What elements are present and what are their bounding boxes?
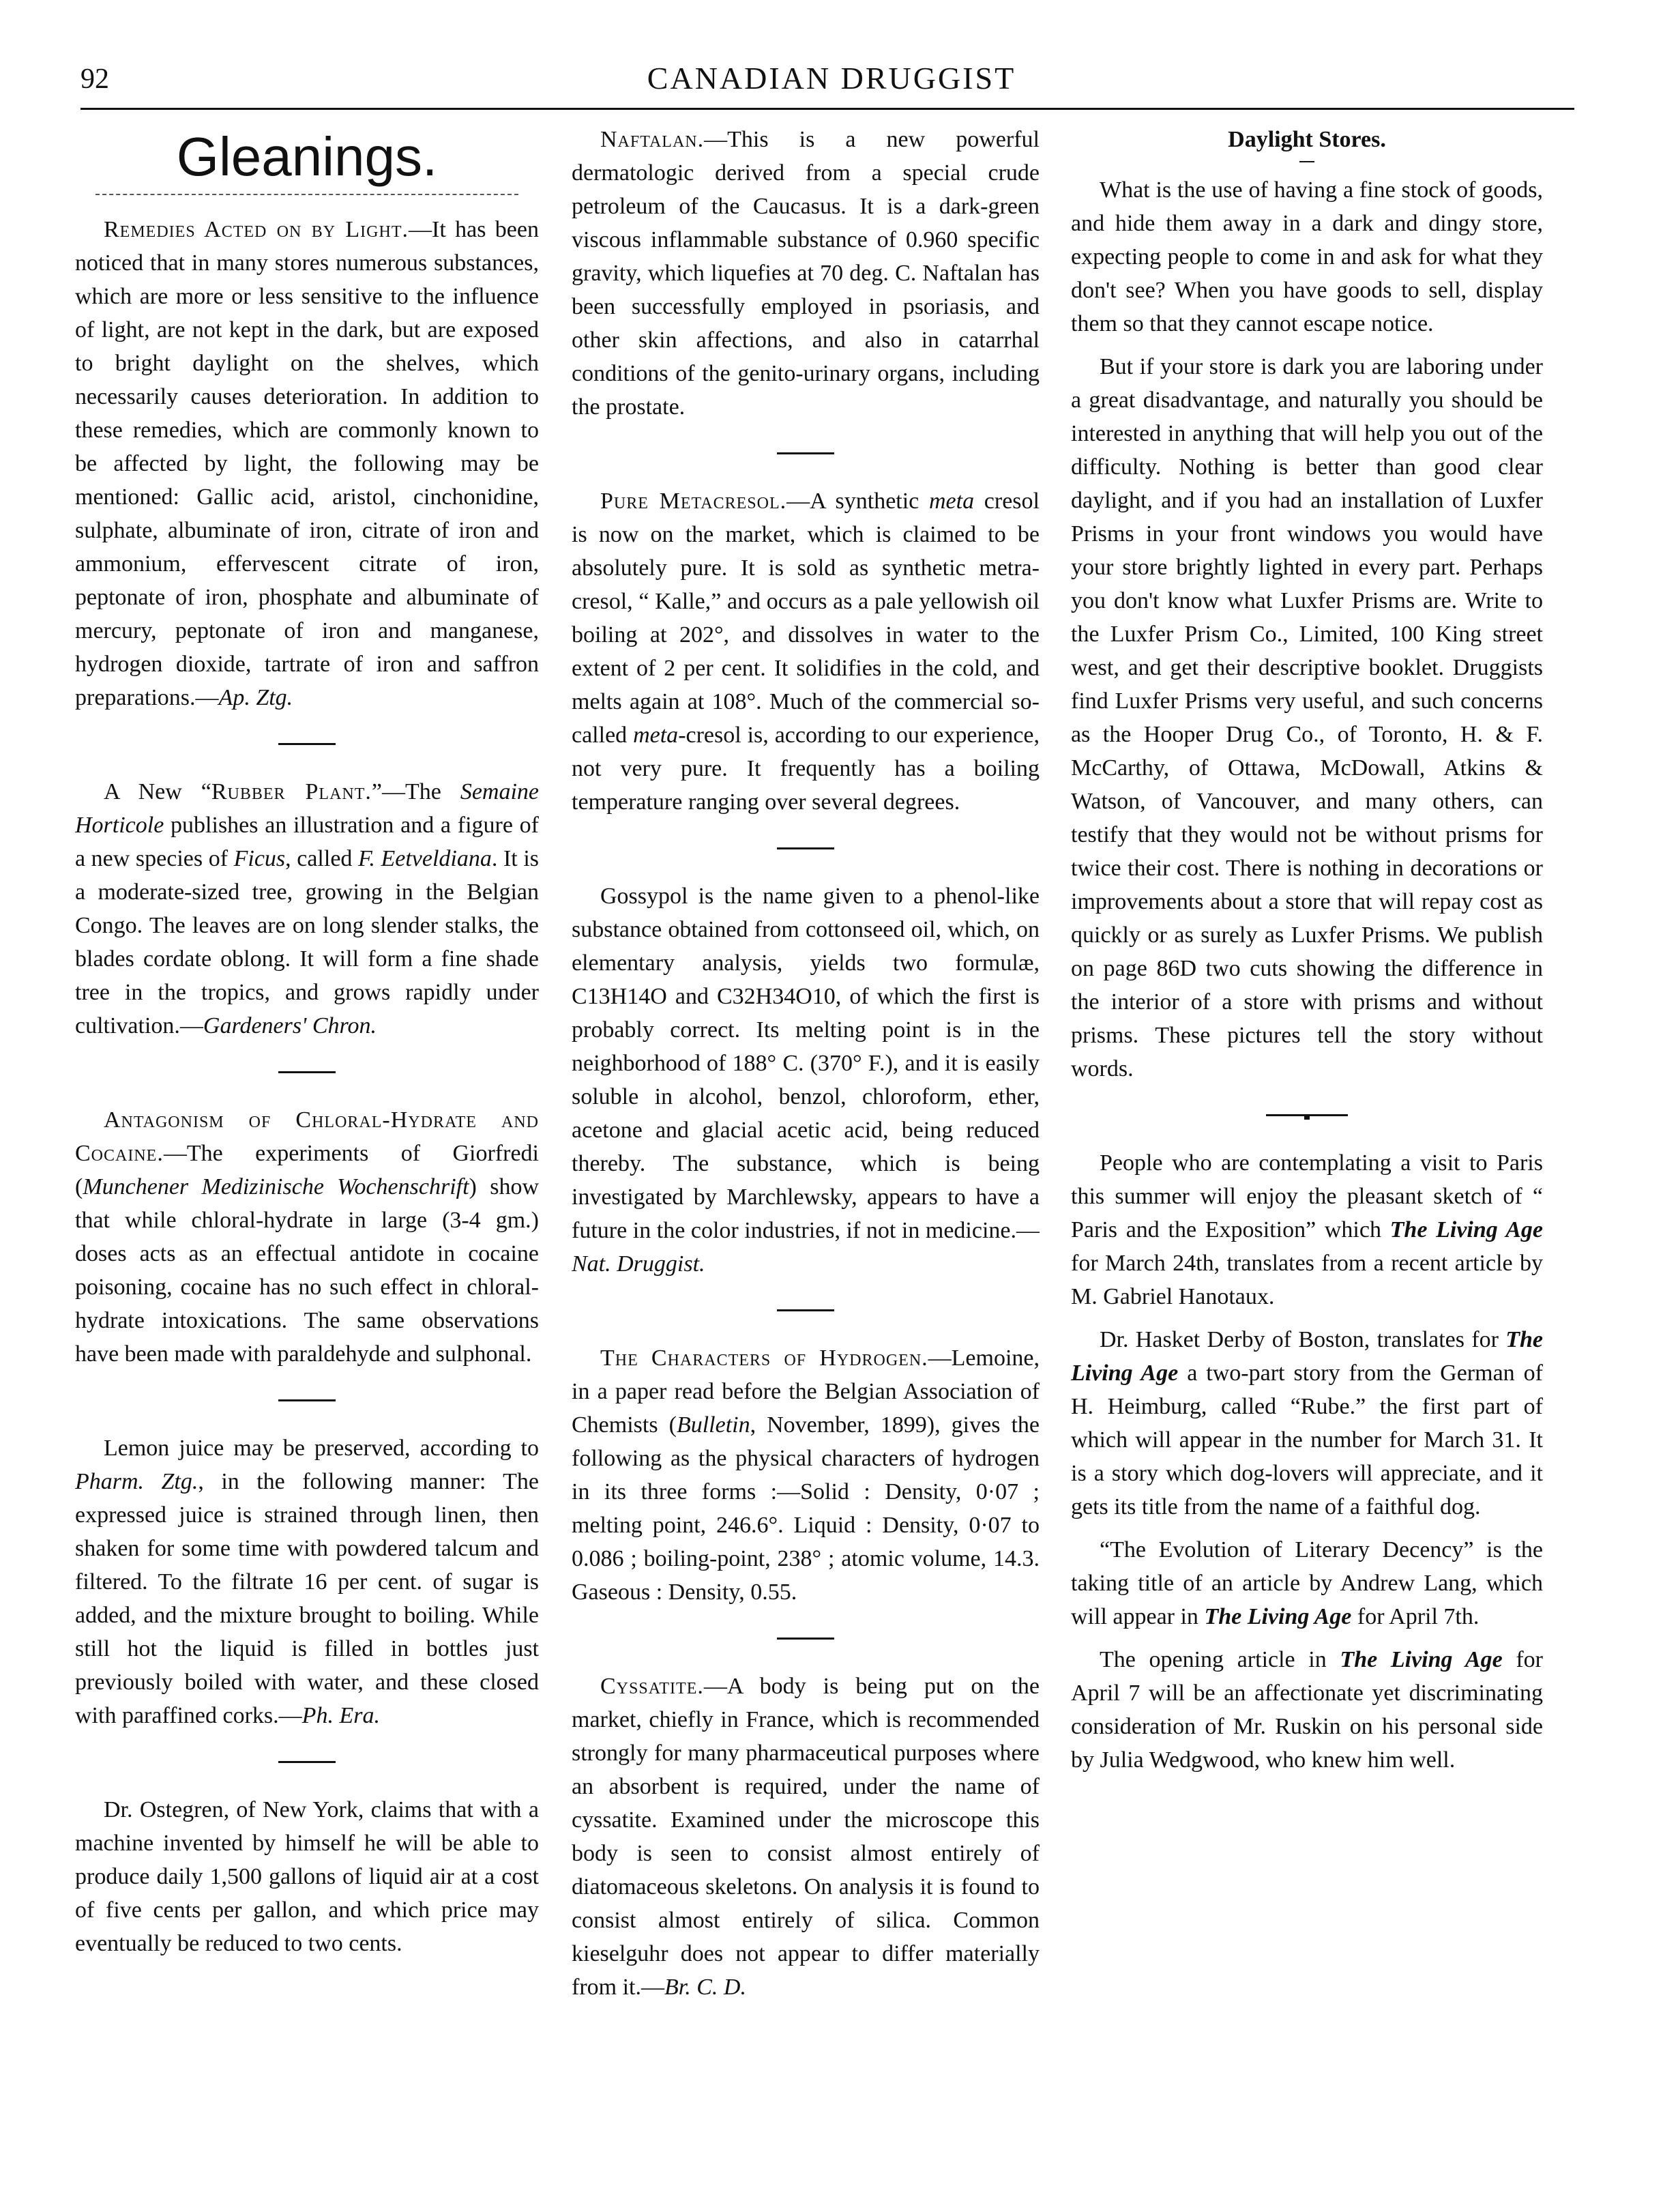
separator-rule xyxy=(777,1309,834,1311)
article-cyssatite: Cyssatite.—A body is being put on the market, chiefly in France, which is recommended strongly for many pharmaceutical purposes where an absorbent is required, under the name of cyssatite. Examined under the microscope this body is seen to consist almost entirely of diatomaceous skeletons. On analysis it is found to consist almost entirely of silica. Common kieselguhr does not appear to differ materially from it.—Br. C. D. xyxy=(572,1674,1040,2000)
article-naftalan: Naftalan.—This is a new powerful dermatologic derived from a special crude petroleum of the Caucasus. It is a dark-green viscous inflammable substance of 0.960 specific gravity, which liquefies at 70 deg. C. Naftalan has been successfully employed in psoriasis, and other skin affections, and also in catarrhal conditions of the genito-urinary organs, including the prostate. xyxy=(572,127,1040,420)
running-head xyxy=(0,0,1663,116)
source-citation: Ph. Era. xyxy=(301,1703,380,1728)
title-dash xyxy=(1299,161,1314,162)
daylight-paragraph-1: What is the use of having a fine stock of goods, and hide them away in a dark and dingy store, expecting people to come in and ask for what they don't see? When you have goods to sell, display them so that they cannot escape notice. xyxy=(1071,177,1543,336)
article-gossypol: Gossypol is the name given to a phenol-like substance obtained from cottonseed oil, which, on elementary analysis, yields two formulæ, C13H14O and C32H34O10, of which the first is probably correct. Its melting point is in the neighborhood of 188° C. (370° F.), and it is easily soluble in alcohol, benzol, chloroform, ether, acetone and glacial acetic acid, being reduced thereby. The substance, which is being investigated by Marchlewsky, appears to have a future in the color industries, if not in medicine.—Nat. Druggist. xyxy=(572,884,1040,1277)
article-metacresol: Pure Metacresol.—A synthetic meta cresol is now on the market, which is claimed to be absolutely pure. It is sold as synthetic metra-cresol, “ Kalle,” and occurs as a pale yellowish oil boiling at 202°, and dissolves in water to the extent of 2 per cent. It solidifies in the cold, and melts again at 108°. Much of the commercial so-called meta-cresol is, according to our experience, not very pure. It frequently has a boiling temperature ranging over several degrees. xyxy=(572,489,1040,815)
journal-title: CANADIAN DRUGGIST xyxy=(647,61,1016,96)
article-heading: The Characters of Hydrogen. xyxy=(600,1345,928,1371)
paragraph-opening-article: The opening article in The Living Age for April 7 will be an affectionate yet discriminating consideration of Mr. Ruskin on his personal side by Julia Wedgwood, who knew him well. xyxy=(1071,1647,1543,1773)
separator-rule xyxy=(278,743,336,745)
paragraph-paris: People who are contemplating a visit to Paris this summer will enjoy the pleasant sketch of “ Paris and the Exposition” which The Living Age for March 24th, translates from a recent article by M. Gabriel Hanotaux. xyxy=(1071,1150,1543,1309)
article-heading: Antagonism of Chloral-Hydrate and Cocaine. xyxy=(75,1107,539,1166)
article-hydrogen: The Characters of Hydrogen.—Lemoine, in a paper read before the Belgian Association of Chemists (Bulletin, November, 1899), gives the following as the physical characters of hydrogen in its three forms :—Solid : Density, 0·07 ; melting point, 246.6°. Liquid : Density, 0·07 to 0.086 ; boiling-point, 238° ; atomic volume, 14.3. Gaseous : Density, 0.55. xyxy=(572,1345,1040,1605)
source-citation: Nat. Druggist. xyxy=(572,1251,705,1277)
article-heading: Cyssatite. xyxy=(600,1674,704,1699)
article-antagonism: Antagonism of Chloral-Hydrate and Cocaine.—The experiments of Giorfredi (Munchener Medizinische Wochenschrift) show that while chloral-hydrate in large (3-4 gm.) doses acts as an effectual antidote in cocaine poisoning, cocaine has no such effect in chloral-hydrate intoxications. The same observations have been made with paraldehyde and sulphonal. xyxy=(75,1107,539,1367)
page-number: 92 xyxy=(80,63,109,95)
separator-rule xyxy=(777,847,834,849)
column-3 xyxy=(1071,123,1543,2163)
paragraph-evolution: “The Evolution of Literary Decency” is the taking title of an article by Andrew Lang, which will appear in The Living Age for April 7th. xyxy=(1071,1537,1543,1629)
separator-rule xyxy=(777,1638,834,1640)
separator-rule xyxy=(278,1399,336,1401)
daylight-stores-title: Daylight Stores. xyxy=(1228,127,1386,152)
article-rubber-plant: A New “Rubber Plant.”—The Semaine Horticole publishes an illustration and a figure of a new species of Ficus, called F. Eetveldiana. It is a moderate-sized tree, growing in the Belgian Congo. The leaves are on long slender stalks, the blades cordate oblong. It will form a fine shade tree in the tropics, and grows rapidly under cultivation.—Gardeners' Chron. xyxy=(75,779,539,1038)
header-rule xyxy=(80,108,1574,110)
section-title: Gleanings. xyxy=(176,126,438,187)
column-1 xyxy=(75,123,539,2163)
article-heading: Pure Metacresol. xyxy=(600,489,787,514)
separator-rule xyxy=(278,1071,336,1073)
paragraph-derby: Dr. Hasket Derby of Boston, translates for The Living Age a two-part story from the German of H. Heimburg, called “Rube.” the first part of which will appear in the number for March 31. It is a story which dog-lovers will appreciate, and it gets its title from the name of a faithful dog. xyxy=(1071,1327,1543,1519)
separator-rule xyxy=(278,1761,336,1763)
article-liquid-air: Dr. Ostegren, of New York, claims that with a machine invented by himself he will be able to produce daily 1,500 gallons of liquid air at a cost of five cents per gallon, and which price may eventually be reduced to two cents. xyxy=(75,1797,539,1956)
column-2 xyxy=(572,123,1040,2163)
title-rule xyxy=(95,194,518,195)
source-citation: Gardeners' Chron. xyxy=(203,1013,377,1038)
article-remedies-light: Remedies Acted on by Light.—It has been noticed that in many stores numerous substances, which are more or less sensitive to the influence of light, are not kept in the dark, but are exposed to bright daylight on the shelves, which necessarily causes deterioration. In addition to these remedies, which are commonly known to be affected by light, the following may be mentioned: Gallic acid, aristol, cinchonidine, sulphate, albuminate of iron, citrate of iron and ammonium, effervescent citrate of iron, peptonate of iron, phosphate and albuminate of mercury, peptonate of iron and manganese, hydrogen dioxide, tartrate of iron and saffron preparations.—Ap. Ztg. xyxy=(75,217,539,710)
separator-rule xyxy=(1266,1114,1348,1116)
daylight-paragraph-2: But if your store is dark you are laboring under a great disadvantage, and naturally you should be interested in anything that will help you out of the difficulty. Nothing is better than good clear daylight, and if you had an installation of Luxfer Prisms in your front windows you would have your store brightly lighted in every part. Perhaps you don't know what Luxfer Prisms are. Write to the Luxfer Prism Co., Limited, 100 King street west, and get their descriptive booklet. Druggists find Luxfer Prisms very useful, and such concerns as the Hooper Drug Co., of Toronto, H. & F. McCarthy, of Ottawa, McDowall, Atkins & Watson, of Vancouver, and many others, can testify that they would not be without prisms for twice their cost. There is nothing in decorations or improvements about a store that will repay cost as quickly or as surely as Luxfer Prisms. We publish on page 86D two cuts showing the difference in the interior of a store with prisms and without prisms. These pictures tell the story without words. xyxy=(1071,354,1543,1081)
article-heading: Rubber Plant. xyxy=(211,779,372,804)
article-lemon-juice: Lemon juice may be preserved, according to Pharm. Ztg., in the following manner: The expressed juice is strained through linen, then shaken for some time with powdered talcum and filtered. To the filtrate 16 per cent. of sugar is added, and the mixture brought to boiling. While still hot the liquid is filled in bottles just previously boiled with water, and these closed with paraffined corks.—Ph. Era. xyxy=(75,1436,539,1728)
article-heading: Remedies Acted on by Light. xyxy=(104,217,409,242)
separator-rule xyxy=(777,452,834,454)
source-citation: Br. C. D. xyxy=(664,1975,746,2000)
article-heading: Naftalan. xyxy=(600,127,705,152)
source-citation: Ap. Ztg. xyxy=(218,685,293,710)
